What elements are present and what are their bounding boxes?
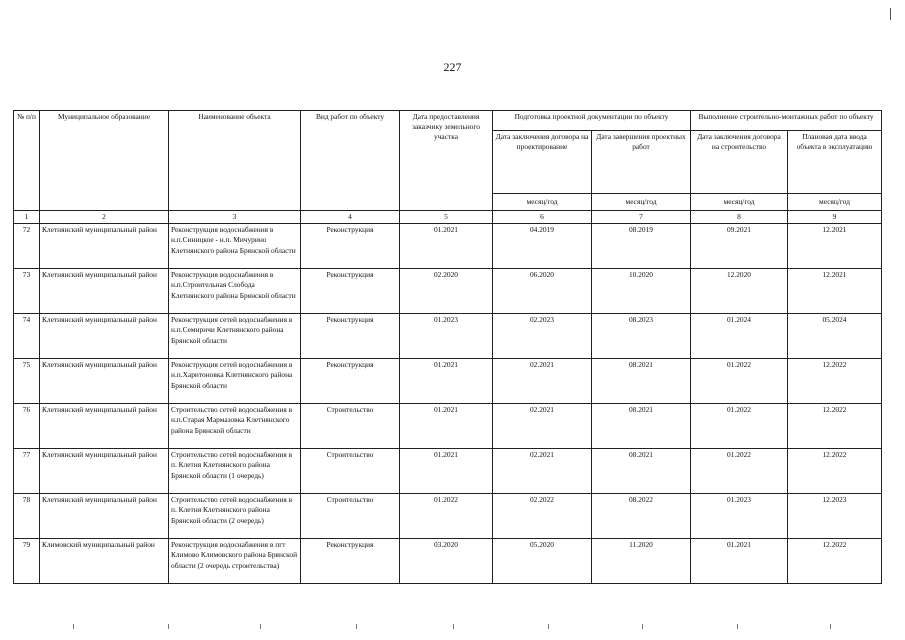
row-object-name: Строительство сетей водоснабжения в п. Клетня Клетнянского района Брянской области (2 очередь) [169,494,301,539]
row-design-contract-date: 05.2020 [493,539,592,584]
row-design-done-date: 08.2019 [592,224,691,269]
row-work-type: Реконструкция [301,269,400,314]
header-col-object: Наименование объекта [169,111,301,211]
column-number: 2 [40,211,169,224]
row-work-type: Реконструкция [301,539,400,584]
table-row [14,359,882,404]
column-number: 4 [301,211,400,224]
row-design-contract-date: 02.2021 [493,359,592,404]
row-object-name: Реконструкция водоснабжения в пгт Климово Климовского района Брянской области (2 очередь строительства) [169,539,301,584]
scan-edge-mark [890,8,891,20]
row-work-type: Строительство [301,404,400,449]
row-municipality: Клетнянский муниципальный район [40,449,169,494]
row-number: 79 [14,539,40,584]
row-object-name: Строительство сетей водоснабжения в п. Клетня Клетнянского района Брянской области (1 очередь) [169,449,301,494]
row-municipality: Клетнянский муниципальный район [40,269,169,314]
column-number: 7 [592,211,691,224]
column-number: 9 [788,211,882,224]
row-construction-contract-date: 01.2021 [691,539,788,584]
row-work-type: Строительство [301,449,400,494]
row-municipality: Клетнянский муниципальный район [40,404,169,449]
row-date-provided: 01.2021 [400,404,493,449]
header-commissioning: Плановая дата ввода объекта в эксплуатацию [788,131,882,194]
table-row [14,494,882,539]
row-date-provided: 01.2021 [400,359,493,404]
row-design-done-date: 10.2020 [592,269,691,314]
row-design-contract-date: 06.2020 [493,269,592,314]
column-number: 5 [400,211,493,224]
row-date-provided: 03.2020 [400,539,493,584]
header-unit: месяц/год [493,194,592,211]
row-commissioning-date: 12.2022 [788,404,882,449]
row-municipality: Клетнянский муниципальный район [40,314,169,359]
header-group-design: Подготовка проектной документации по объекту [493,111,691,131]
row-number: 75 [14,359,40,404]
header-construction-contract: Дата заключения договора на строительство [691,131,788,194]
row-municipality: Клетнянский муниципальный район [40,224,169,269]
row-design-contract-date: 02.2021 [493,449,592,494]
row-design-contract-date: 02.2023 [493,314,592,359]
header-col-work-type: Вид работ по объекту [301,111,400,211]
row-commissioning-date: 05.2024 [788,314,882,359]
row-design-done-date: 08.2023 [592,314,691,359]
table-row [14,404,882,449]
row-object-name: Реконструкция сетей водоснабжения в н.п.Харитоновка Клетнянского района Брянской области [169,359,301,404]
header-col-municipality: Муниципальное образование [40,111,169,211]
row-date-provided: 01.2021 [400,449,493,494]
column-number: 1 [14,211,40,224]
row-design-done-date: 08.2022 [592,494,691,539]
table-row [14,449,882,494]
row-construction-contract-date: 01.2024 [691,314,788,359]
row-construction-contract-date: 09.2021 [691,224,788,269]
row-commissioning-date: 12.2023 [788,494,882,539]
construction-schedule-table [13,110,882,584]
column-number: 8 [691,211,788,224]
row-commissioning-date: 12.2022 [788,359,882,404]
row-municipality: Клетнянский муниципальный район [40,494,169,539]
row-design-contract-date: 02.2022 [493,494,592,539]
row-number: 76 [14,404,40,449]
row-commissioning-date: 12.2022 [788,539,882,584]
row-design-done-date: 11.2020 [592,539,691,584]
row-municipality: Клетнянский муниципальный район [40,359,169,404]
column-number: 6 [493,211,592,224]
row-commissioning-date: 12.2022 [788,449,882,494]
row-object-name: Реконструкция сетей водоснабжения в н.п.Семиричи Клетнянского района Брянской области [169,314,301,359]
row-work-type: Реконструкция [301,224,400,269]
row-design-done-date: 08.2021 [592,404,691,449]
header-col-no: № п/п [14,111,40,211]
row-construction-contract-date: 01.2022 [691,404,788,449]
row-construction-contract-date: 01.2022 [691,449,788,494]
row-design-done-date: 08.2021 [592,449,691,494]
row-commissioning-date: 12.2021 [788,224,882,269]
row-object-name: Строительство сетей водоснабжения в н.п.Старая Мармазовка Клетнянского района Брянской области [169,404,301,449]
page-number: 227 [443,60,462,74]
row-construction-contract-date: 12.2020 [691,269,788,314]
column-numbers-row [14,211,882,224]
header-unit: месяц/год [592,194,691,211]
row-construction-contract-date: 01.2023 [691,494,788,539]
row-object-name: Реконструкция водоснабжения в н.п.Строительная Слобода Клетнянского района Брянской области [169,269,301,314]
row-commissioning-date: 12.2021 [788,269,882,314]
row-number: 78 [14,494,40,539]
scan-marks [0,624,905,634]
row-number: 72 [14,224,40,269]
row-number: 73 [14,269,40,314]
column-number: 3 [169,211,301,224]
row-work-type: Строительство [301,494,400,539]
row-work-type: Реконструкция [301,314,400,359]
row-number: 77 [14,449,40,494]
row-date-provided: 02.2020 [400,269,493,314]
row-number: 74 [14,314,40,359]
table-row [14,539,882,584]
row-design-contract-date: 02.2021 [493,404,592,449]
table-row [14,224,882,269]
row-municipality: Климовский муниципальный район [40,539,169,584]
header-unit: месяц/год [788,194,882,211]
row-design-contract-date: 04.2019 [493,224,592,269]
header-group-construction: Выполнение строительно-монтажных работ по объекту [691,111,882,131]
table-row [14,314,882,359]
row-construction-contract-date: 01.2022 [691,359,788,404]
header-unit: месяц/год [691,194,788,211]
header-col-date-provided: Дата предоставления заказчику земельного участка [400,111,493,211]
header-design-done: Дата завершения проектных работ [592,131,691,194]
row-date-provided: 01.2023 [400,314,493,359]
row-work-type: Реконструкция [301,359,400,404]
row-object-name: Реконструкция водоснабжения в н.п.Синицкое - н.п. Мичурино Клетнянского района Брянской области [169,224,301,269]
header-design-contract: Дата заключения договора на проектирование [493,131,592,194]
row-date-provided: 01.2022 [400,494,493,539]
table-row [14,269,882,314]
row-date-provided: 01.2021 [400,224,493,269]
row-design-done-date: 08.2021 [592,359,691,404]
